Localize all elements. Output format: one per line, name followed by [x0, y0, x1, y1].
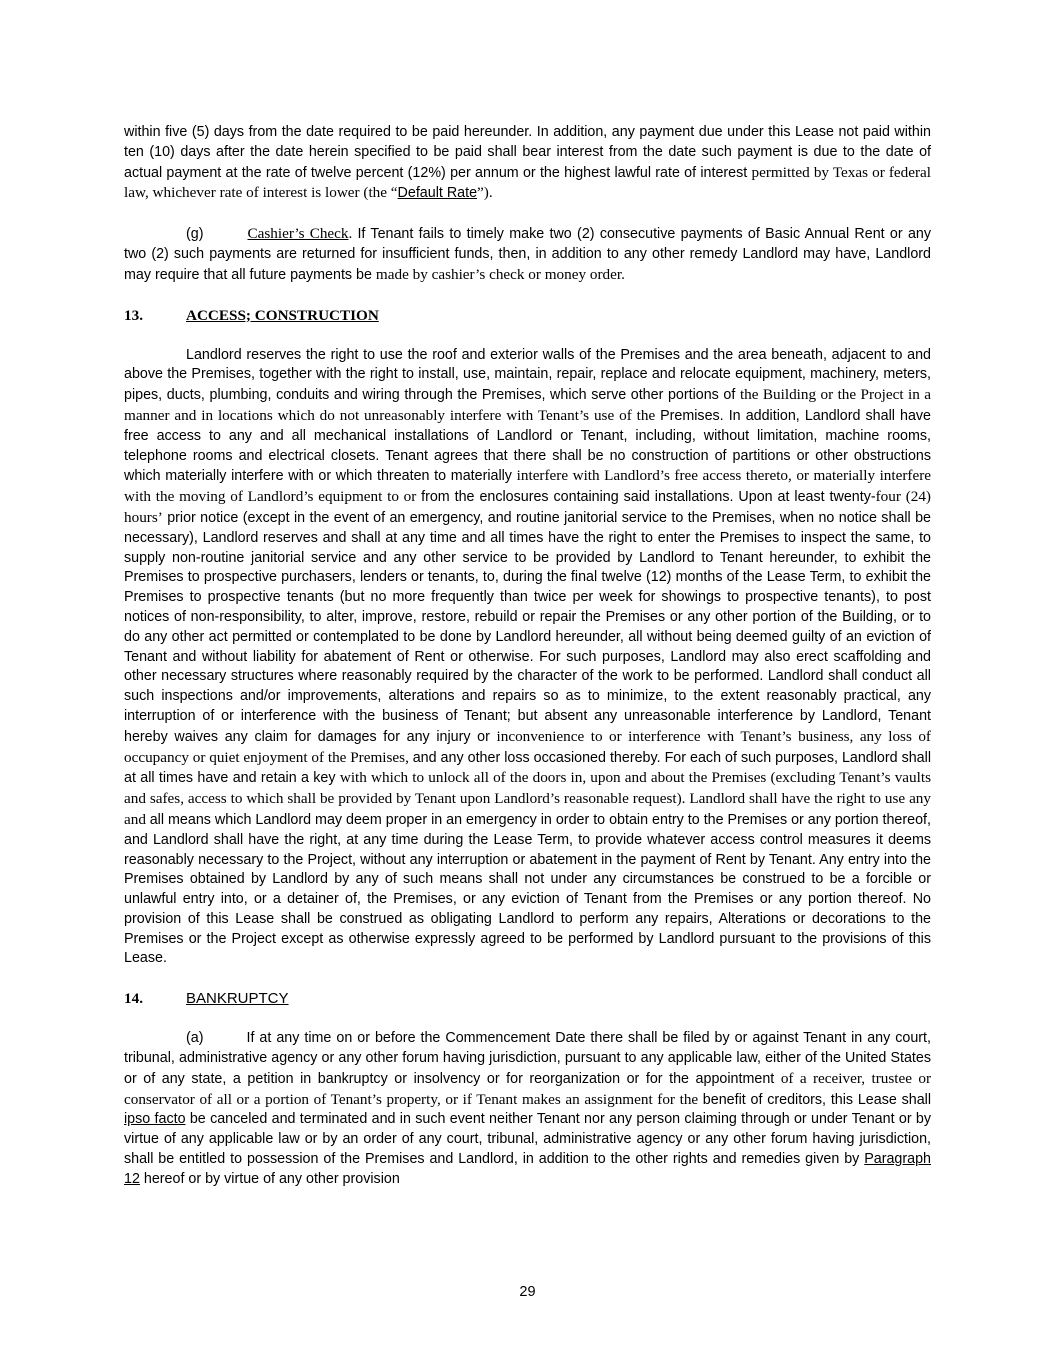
section-14-heading — [124, 989, 931, 1009]
text-run: Landlord reserves the right to use the roof and exterior walls of the Premises and the area beneath, adjacent to and above the Premises, together with the right to install, use, maintain, repair, replace and relocate equipment, machinery, meters, pipes, ducts, plumbing, conduits and wiring through the Premises, which serve other portions of — [124, 346, 931, 404]
text-run: Premises. In addition, Landlord shall have free access to any and all mechanical installations of Landlord or Tenant, including, without limitation, machine rooms, telephone rooms and electrical closets. Tenant agrees that there shall be no construction of partitions or other obstructions which materially interfere with or which threaten to materially — [124, 407, 931, 485]
text-run: all means which Landlord may deem proper in an emergency in order to obtain entry to the Premises or any portion thereof, and Landlord shall have the right, at any time during the Lease Term, to provide whatever access control measures it deems reasonably necessary to the Project, without any interruption or abatement in the payment of Rent by Tenant. Any entry into the Premises obtained by Landlord by any of such means shall not under any circumstances be construed to be a forcible or unlawful entry into, or a detainer of, the Premises, or any eviction of Tenant from the Premises or any portion thereof. No provision of this Lease shall be construed as obligating Landlord to perform any repairs, Alterations or decorations to the Premises or the Project except as otherwise expressly agreed to be performed by Landlord pursuant to the provisions of this Lease. — [124, 811, 931, 967]
paragraph-g — [124, 224, 931, 285]
text-run: If Tenant fails to timely make two (2) consecutive payments of Basic Annual Rent or any two (2) such payments are returned for insufficient funds, then, in addition to any other remedy Landlord may have, Landlord may require that all future payments be — [124, 226, 931, 283]
text-run: permitted by Texas or federal law, whichever rate of interest is lower (the “ — [124, 163, 932, 202]
paragraph-title: Cashier’s Check — [247, 225, 349, 243]
section-13-body — [124, 346, 931, 970]
section-title: ACCESS; CONSTRUCTION — [186, 306, 379, 324]
text-run: hereof or by virtue of any other provision — [139, 1170, 400, 1187]
cross-reference-paragraph-12: Paragraph 12 — [124, 1151, 931, 1187]
page-number: 29 — [519, 1284, 536, 1300]
text-run: made by cashier’s check or money order. — [375, 265, 625, 283]
text-run: of a receiver, trustee or conservator of all or a portion of Tenant’s property, or if Tenant makes an assignment for the — [124, 1069, 931, 1108]
text-run: If at any time on or before the Commencement Date there shall be filed by or against Tenant in any court, tribunal, administrative agency or any other forum having jurisdiction, pursuant to any applicable law, either of the United States or of any state, a petition in bankruptcy or insolvency or for reorganization or for the appointment — [124, 1030, 931, 1087]
text-run: the Building or the Project in a manner and in locations which do not unreasonably interfere with Tenant’s use of the — [124, 386, 931, 424]
term-ipso-facto: ipso facto — [124, 1111, 186, 1128]
text-run: with which to unlock all of the doors in, upon and about the Premises (excluding Tenant’s vaults and safes, access to which shall be provided by Tenant upon Landlord’s reasonable request). Landlord shall have the right to use any and — [124, 769, 931, 828]
text-run: interfere with Landlord’s free access thereto, or materially interfere with the moving of Landlord’s equipment to or — [124, 467, 932, 506]
text-run: prior notice (except in the event of an emergency, and routine janitorial service to the Premises, when no notice shall be necessary), Landlord reserves and shall at any time and all times have the right to enter the Premises to inspect the same, to supply non-routine janitorial service and any other service to be provided by Landlord to Tenant hereunder, to exhibit the Premises to prospective purchasers, lenders or tenants, to, during the final twelve (12) months of the Lease Term, to exhibit the Premises to prospective tenants (but no more frequently than twice per week for showings to prospective tenants), to post notices of non-responsibility, to alter, improve, restore, rebuild or repair the Premises or any other portion of the Building, or to do any other act permitted or contemplated to be done by Landlord hereunder, all without being deemed guilty of an eviction of Tenant and without liability for abatement of Rent or otherwise. For such purposes, Landlord may also erect scaffolding and other necessary structures where reasonably required by the character of the work to be performed. Landlord shall conduct all such inspections and/or improvements, alterations and repairs so as to minimize, to the extent reasonably practical, any interruption of or interference with the business of Tenant; but absent any unreasonable interference by Landlord, Tenant hereby waives any claim for damages for any injury or — [124, 509, 931, 745]
section-14-paragraph-a — [124, 1029, 931, 1189]
section-number: 13. — [124, 306, 143, 324]
text-run: be canceled and terminated and in such event neither Tenant nor any person claiming through or under Tenant or by virtue of any applicable law or by an order of any court, tribunal, administrative agency or any other forum having jurisdiction, shall be entitled to possession of the Premises and Landlord, in addition to the other rights and remedies given by — [124, 1111, 931, 1168]
section-number: 14. — [124, 990, 143, 1008]
text-run: and any other loss occasioned thereby. For each of such purposes, Landlord shall at all times have and retain a key — [124, 749, 931, 787]
text-run: inconvenience to or interference with Tenant’s business, any loss of occupancy or quiet enjoyment of the Premises, — [124, 727, 931, 766]
text-run: four (24) hours’ — [124, 488, 931, 526]
section-title: BANKRUPTCY — [186, 990, 289, 1008]
text-run: within five (5) days from the date required to be paid hereunder. In addition, any payment due under this Lease not paid within ten (10) days after the date herein specified to be paid shall bear interest from the date such payment is due to the date of actual payment at the rate of twelve percent (12%) per annum or the highest lawful rate of interest — [124, 124, 931, 181]
paragraph-f-continuation — [124, 123, 931, 204]
defined-term-default-rate: Default Rate — [397, 185, 478, 202]
paragraph-label: (g) — [186, 226, 204, 243]
text-run: . — [348, 225, 358, 243]
text-run: ”). — [477, 184, 493, 202]
document-page — [124, 123, 931, 1190]
text-run: benefit of creditors, this Lease shall — [702, 1091, 932, 1108]
section-13-heading — [124, 306, 931, 326]
paragraph-label: (a) — [186, 1030, 204, 1047]
text-run: from the enclosures containing said installations. Upon at least twenty- — [421, 489, 876, 506]
